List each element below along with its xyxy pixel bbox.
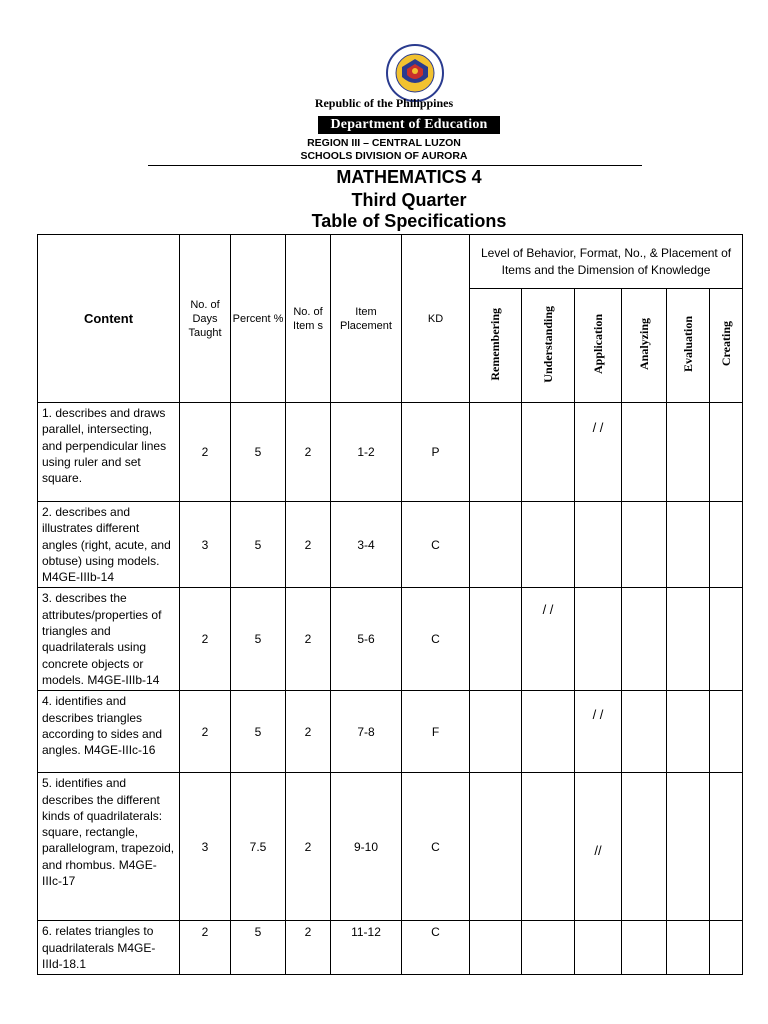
table-row: 4. identifies and describes triangles according to sides and angles. M4GE-IIIc-16 2 5 2 7-8 F / / xyxy=(38,691,743,773)
header-remembering: Remembering xyxy=(470,289,522,403)
republic-line: Republic of the Philippines xyxy=(314,96,454,110)
header-placement: Item Placement xyxy=(331,235,402,403)
region-line: REGION III – CENTRAL LUZON xyxy=(307,137,461,149)
header-application: Application xyxy=(575,289,622,403)
table-row: 5. identifies and describes the different kinds of quadrilaterals: square, rectangle, parallelogram, trapezoid, and rhombus. M4GE-IIIc-17 3 7.5 2 9-10 C // xyxy=(38,773,743,921)
header-kd: KD xyxy=(402,235,470,403)
deped-seal-logo xyxy=(385,43,445,103)
header-days: No. of Days Taught xyxy=(180,235,231,403)
table-row: 2. describes and illustrates different angles (right, acute, and obtuse) using models. M4GE-IIIb-14 3 5 2 3-4 C xyxy=(38,502,743,588)
table-row: 1. describes and draws parallel, intersecting, and perpendicular lines using ruler and set square. 2 5 2 1-2 P / / xyxy=(38,403,743,502)
header-analyzing: Analyzing xyxy=(622,289,667,403)
division-line: SCHOOLS DIVISION OF AURORA xyxy=(300,150,468,162)
header-creating: Creating xyxy=(710,289,743,403)
department-banner: Department of Education xyxy=(318,116,500,134)
table-row: 3. describes the attributes/properties of triangles and quadrilaterals using concrete objects or models. M4GE-IIIb-14 2 5 2 5-6 C / / xyxy=(38,588,743,691)
specifications-table xyxy=(37,234,743,975)
header-content: Content xyxy=(38,235,180,403)
table-row: 6. relates triangles to quadrilaterals M4GE-IIId-18.1 2 5 2 11-12 C xyxy=(38,921,743,975)
header-items: No. of Item s xyxy=(286,235,331,403)
header-divider xyxy=(148,165,642,166)
subject-title: MATHEMATICS 4 xyxy=(336,167,482,187)
quarter-title: Third Quarter xyxy=(351,190,467,210)
header-understanding: Understanding xyxy=(522,289,575,403)
header-level-of-behavior: Level of Behavior, Format, No., & Placement of Items and the Dimension of Knowledge xyxy=(470,235,743,289)
header-percent: Percent % xyxy=(231,235,286,403)
document-title: Table of Specifications xyxy=(311,211,507,231)
header-evaluation: Evaluation xyxy=(667,289,710,403)
